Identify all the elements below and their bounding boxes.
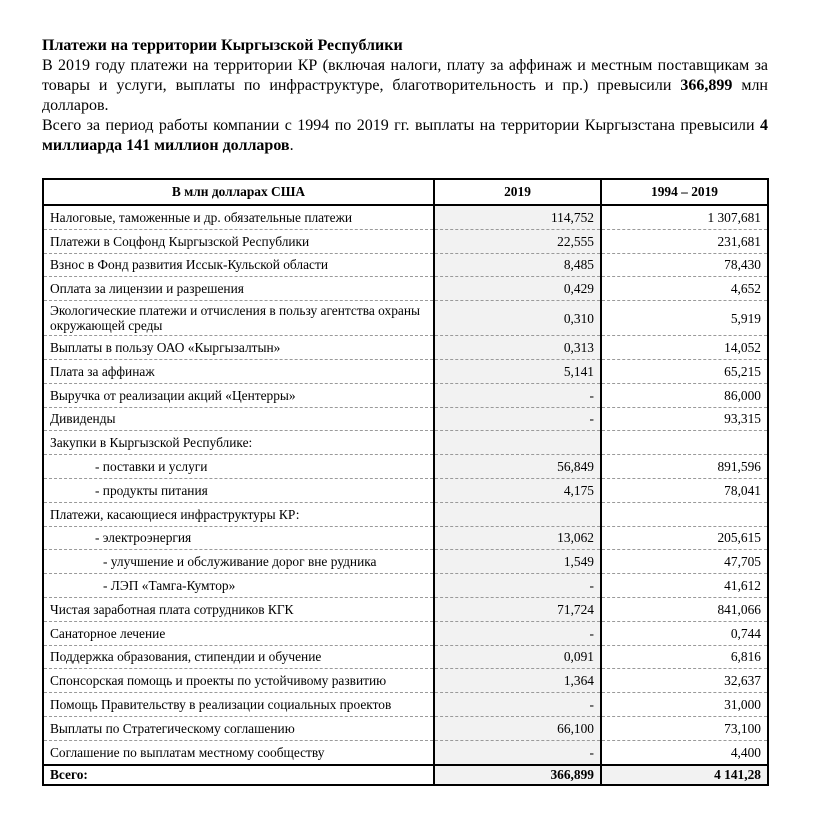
value-2019: 0,429 — [434, 277, 601, 301]
table-row — [43, 407, 768, 431]
value-2019: - — [434, 740, 601, 764]
table-row — [43, 301, 768, 336]
value-1994-2019: 41,612 — [601, 574, 768, 598]
row-label: Платежи, касающиеся инфраструктуры КР: — [43, 502, 434, 526]
value-1994-2019: 14,052 — [601, 336, 768, 360]
value-1994-2019: 93,315 — [601, 407, 768, 431]
row-label: - поставки и услуги — [43, 455, 434, 479]
value-1994-2019: 891,596 — [601, 455, 768, 479]
value-2019: - — [434, 574, 601, 598]
value-2019: 114,752 — [434, 205, 601, 229]
value-1994-2019: 5,919 — [601, 301, 768, 336]
value-2019: - — [434, 383, 601, 407]
intro-paragraph-total — [42, 116, 768, 156]
table-row — [43, 277, 768, 301]
table-row — [43, 336, 768, 360]
value-1994-2019: 65,215 — [601, 359, 768, 383]
total-row — [43, 765, 768, 785]
table-row — [43, 574, 768, 598]
value-2019: 0,310 — [434, 301, 601, 336]
table-row — [43, 621, 768, 645]
value-2019: 5,141 — [434, 359, 601, 383]
para2-text: Всего за период работы компании с 1994 по 2019 гг. выплаты на территории Кыргызстана превысили — [42, 117, 760, 134]
row-label: - ЛЭП «Тамга-Кумтор» — [43, 574, 434, 598]
value-1994-2019: 47,705 — [601, 550, 768, 574]
row-label: Платежи в Соцфонд Кыргызской Республики — [43, 229, 434, 253]
value-1994-2019: 73,100 — [601, 716, 768, 740]
row-label: Чистая заработная плата сотрудников КГК — [43, 597, 434, 621]
table-row — [43, 526, 768, 550]
table-row — [43, 669, 768, 693]
value-2019: 71,724 — [434, 597, 601, 621]
header-category: В млн долларах США — [43, 179, 434, 205]
value-1994-2019: 231,681 — [601, 229, 768, 253]
row-label: Дивиденды — [43, 407, 434, 431]
total-2019: 366,899 — [434, 765, 601, 785]
total-1994-2019: 4 141,28 — [601, 765, 768, 785]
value-2019: - — [434, 693, 601, 717]
table-row — [43, 205, 768, 229]
row-label: Поддержка образования, стипендии и обучение — [43, 645, 434, 669]
table-row — [43, 478, 768, 502]
row-label: Плата за аффинаж — [43, 359, 434, 383]
value-1994-2019 — [601, 431, 768, 455]
value-2019: 8,485 — [434, 253, 601, 277]
value-1994-2019: 4,652 — [601, 277, 768, 301]
row-label: - электроэнергия — [43, 526, 434, 550]
row-label: Спонсорская помощь и проекты по устойчивому развитию — [43, 669, 434, 693]
table-row — [43, 502, 768, 526]
para1-amount: 366,899 — [680, 77, 733, 94]
intro-paragraph-2019 — [42, 56, 768, 116]
table-row — [43, 455, 768, 479]
value-1994-2019: 205,615 — [601, 526, 768, 550]
value-1994-2019: 86,000 — [601, 383, 768, 407]
value-1994-2019: 4,400 — [601, 740, 768, 764]
para2-suffix: . — [289, 137, 294, 154]
table-row — [43, 550, 768, 574]
row-label: Налоговые, таможенные и др. обязательные платежи — [43, 205, 434, 229]
value-2019: 0,313 — [434, 336, 601, 360]
value-2019: - — [434, 407, 601, 431]
table-row — [43, 359, 768, 383]
value-1994-2019 — [601, 502, 768, 526]
row-label: Закупки в Кыргызской Республике: — [43, 431, 434, 455]
page-title: Платежи на территории Кыргызской Республики — [42, 37, 403, 54]
table-row — [43, 693, 768, 717]
document-intro — [42, 36, 768, 156]
header-1994-2019: 1994 – 2019 — [601, 179, 768, 205]
value-2019: 4,175 — [434, 478, 601, 502]
row-label: Взнос в Фонд развития Иссык-Кульской области — [43, 253, 434, 277]
value-1994-2019: 841,066 — [601, 597, 768, 621]
table-row — [43, 740, 768, 764]
value-1994-2019: 0,744 — [601, 621, 768, 645]
table-header-row — [43, 179, 768, 205]
value-2019: 1,364 — [434, 669, 601, 693]
row-label: Выручка от реализации акций «Центерры» — [43, 383, 434, 407]
value-1994-2019: 78,041 — [601, 478, 768, 502]
para1-suffix: млн долларов. — [42, 77, 768, 114]
value-2019: 56,849 — [434, 455, 601, 479]
table-row — [43, 431, 768, 455]
row-label: Оплата за лицензии и разрешения — [43, 277, 434, 301]
table-row — [43, 645, 768, 669]
row-label: Выплаты по Стратегическому соглашению — [43, 716, 434, 740]
row-label: - улучшение и обслуживание дорог вне рудника — [43, 550, 434, 574]
row-label: - продукты питания — [43, 478, 434, 502]
value-2019: 1,549 — [434, 550, 601, 574]
header-2019: 2019 — [434, 179, 601, 205]
table-row — [43, 383, 768, 407]
row-label: Экологические платежи и отчисления в пользу агентства охраны окружающей среды — [43, 301, 434, 336]
table-row — [43, 253, 768, 277]
row-label: Соглашение по выплатам местному сообществу — [43, 740, 434, 764]
table-row — [43, 716, 768, 740]
value-1994-2019: 32,637 — [601, 669, 768, 693]
row-label: Выплаты в пользу ОАО «Кыргызалтын» — [43, 336, 434, 360]
table-body — [43, 205, 768, 785]
table-row — [43, 597, 768, 621]
value-2019: 66,100 — [434, 716, 601, 740]
row-label: Санаторное лечение — [43, 621, 434, 645]
payments-table — [42, 178, 769, 786]
row-label: Помощь Правительству в реализации социальных проектов — [43, 693, 434, 717]
value-2019: 0,091 — [434, 645, 601, 669]
value-2019 — [434, 431, 601, 455]
value-2019: 22,555 — [434, 229, 601, 253]
table-row — [43, 229, 768, 253]
value-1994-2019: 6,816 — [601, 645, 768, 669]
total-label: Всего: — [43, 765, 434, 785]
value-1994-2019: 78,430 — [601, 253, 768, 277]
value-2019: 13,062 — [434, 526, 601, 550]
para1-text: В 2019 году платежи на территории КР (включая налоги, плату за аффинаж и местным поставщикам за товары и услуги, выплаты по инфраструктуре, благотворительность и пр.) превысили — [42, 57, 768, 94]
value-2019: - — [434, 621, 601, 645]
value-1994-2019: 31,000 — [601, 693, 768, 717]
value-2019 — [434, 502, 601, 526]
para2-amount: 4 миллиарда 141 миллион долларов — [42, 117, 768, 154]
value-1994-2019: 1 307,681 — [601, 205, 768, 229]
